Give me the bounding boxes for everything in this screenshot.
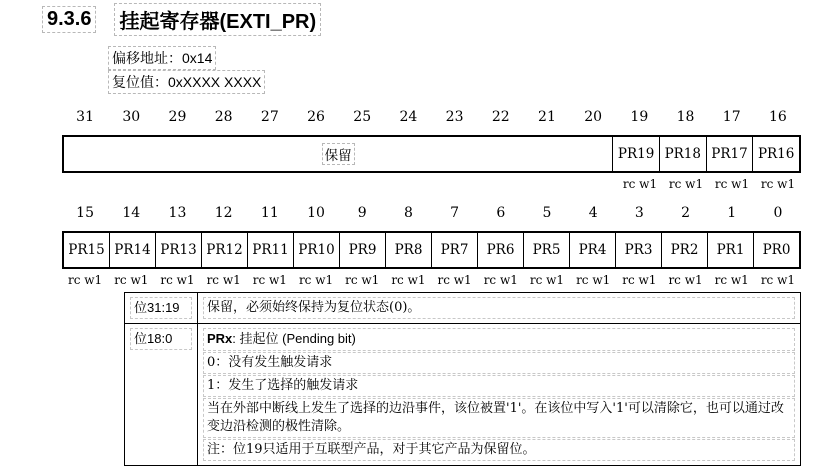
access-type-text: rc w1 [298, 273, 334, 287]
reserved-label: 保留 [322, 143, 355, 165]
desc-row-pr [125, 324, 801, 466]
desc-bits: 位18:0 [130, 328, 192, 350]
bit-field [431, 233, 477, 267]
bit-number [478, 203, 524, 223]
access-type-text: rc w1 [252, 273, 287, 287]
bit-field [385, 233, 431, 267]
access-type-text: rc w1 [437, 273, 472, 287]
upper-access [617, 176, 801, 192]
bit-field [155, 233, 201, 267]
bit-number [293, 203, 339, 223]
access-type-text: rc w1 [391, 273, 426, 287]
bit-number-text: 11 [260, 205, 279, 221]
bit-field-text: PR9 [348, 242, 377, 258]
bit-number-text: 20 [584, 109, 603, 125]
bit-number [385, 203, 431, 223]
bit-number [201, 203, 247, 223]
bit-number [709, 203, 755, 223]
access-type-text: rc w1 [714, 177, 750, 191]
desc-title-bold: PRx [207, 331, 233, 346]
access-type-text: rc w1 [206, 273, 241, 287]
access-type [247, 272, 293, 288]
bit-field-text: PR10 [298, 242, 335, 258]
bit-number-text: 8 [403, 205, 413, 221]
desc-bits: 位31:19 [130, 297, 192, 319]
bit-number-text: 13 [168, 205, 187, 221]
bit-number [154, 203, 200, 223]
bit-number [108, 203, 154, 223]
access-type-text: rc w1 [622, 177, 658, 191]
bit-field-text: PR18 [664, 146, 701, 162]
bit-number [108, 107, 154, 127]
bit-field-text: PR0 [762, 242, 791, 258]
bit-field [753, 233, 799, 267]
desc-bits-cell [125, 293, 198, 324]
bit-field [201, 233, 247, 267]
bit-number [201, 107, 247, 127]
access-type [154, 272, 200, 288]
access-type-text: rc w1 [529, 273, 565, 287]
bit-number-text: 0 [773, 205, 783, 221]
bit-number-text: 10 [307, 205, 325, 221]
bit-field-text: PR14 [114, 242, 151, 258]
access-type-text: rc w1 [68, 273, 103, 287]
bit-number-text: 19 [630, 109, 649, 125]
access-type [570, 272, 616, 288]
bit-field-text: PR3 [624, 242, 653, 258]
bit-number-text: 27 [260, 109, 279, 125]
desc-title-rest: : 挂起位 (Pending bit) [232, 331, 356, 346]
bit-field [247, 233, 293, 267]
access-type [617, 176, 663, 192]
desc-text-cell [198, 293, 801, 324]
access-type-text: rc w1 [714, 273, 749, 287]
bit-number [709, 107, 755, 127]
access-type-text: rc w1 [483, 273, 518, 287]
access-type-text: rc w1 [668, 273, 703, 287]
bit-number [247, 107, 293, 127]
access-type [709, 176, 755, 192]
bit-number [616, 107, 662, 127]
access-type-text: rc w1 [345, 273, 380, 287]
bit-field [615, 233, 661, 267]
bit-number-text: 29 [168, 109, 187, 125]
access-type [755, 272, 801, 288]
reset-label: 复位值： [112, 75, 168, 91]
section-heading [42, 5, 321, 33]
bit-number [570, 203, 616, 223]
bit-field [612, 137, 659, 171]
bit-number-text: 30 [122, 109, 141, 125]
bit-number [339, 203, 385, 223]
bit-field-text: PR6 [486, 242, 515, 258]
access-type-text: rc w1 [576, 273, 611, 287]
desc-paragraph: 当在外部中断线上发生了选择的边沿事件，该位被置'1'。在该位中写入'1'可以清除它，也可以通过改变边沿检测的极性清除。 [203, 398, 795, 438]
bit-number [662, 107, 708, 127]
bit-field-text: PR11 [252, 242, 289, 258]
bit-number-text: 21 [538, 109, 556, 125]
bit-field-text: PR12 [206, 242, 243, 258]
access-type [108, 272, 154, 288]
access-type-text: rc w1 [668, 177, 704, 191]
offset-label: 偏移地址： [112, 51, 182, 67]
offset-address [108, 46, 216, 70]
bit-number-text: 12 [214, 205, 233, 221]
bit-number-text: 31 [76, 109, 94, 125]
bit-description-table [124, 292, 801, 466]
bit-field-text: PR15 [68, 242, 105, 258]
bit-number [478, 107, 524, 127]
access-type [662, 272, 708, 288]
bit-field [477, 233, 523, 267]
bit-number-text: 18 [676, 109, 695, 125]
bit-number-text: 4 [588, 205, 598, 221]
desc-line-0: 0：没有发生触发请求 [203, 352, 795, 374]
access-type [62, 272, 108, 288]
bit-field-text: PR17 [711, 146, 748, 162]
bit-number [662, 203, 708, 223]
bit-field [109, 233, 155, 267]
desc-row-reserved [125, 293, 801, 324]
bit-number [385, 107, 431, 127]
access-type [616, 272, 662, 288]
bit-number [293, 107, 339, 127]
bit-number-text: 2 [681, 205, 690, 221]
bit-number-text: 24 [399, 109, 418, 125]
desc-text-cell [198, 324, 801, 466]
bit-number-text: 22 [491, 109, 510, 125]
bit-number-text: 17 [722, 109, 741, 125]
lower-bit-numbers [62, 203, 801, 223]
bit-number-text: 15 [76, 205, 94, 221]
bit-field-text: PR4 [578, 242, 607, 258]
bit-number [755, 107, 801, 127]
access-type [385, 272, 431, 288]
lower-access [62, 272, 801, 288]
bit-number [524, 107, 570, 127]
bit-number [570, 107, 616, 127]
access-type-text: rc w1 [622, 273, 657, 287]
bit-number-text: 16 [768, 109, 787, 125]
offset-value: 0x14 [182, 50, 213, 66]
upper-register-row [62, 135, 801, 173]
bit-field-text: PR7 [440, 242, 469, 258]
lower-register-row [62, 231, 801, 269]
bit-field-text: PR2 [670, 242, 699, 258]
bit-number-text: 9 [357, 205, 367, 221]
bit-field [339, 233, 385, 267]
access-type [293, 272, 339, 288]
access-type-text: rc w1 [114, 273, 149, 287]
bit-number [524, 203, 570, 223]
access-type [339, 272, 385, 288]
bit-number [247, 203, 293, 223]
reset-value-text: 0xXXXX XXXX [168, 74, 262, 90]
bit-field-text: PR1 [716, 242, 745, 258]
bit-field-text: PR13 [160, 242, 197, 258]
access-type [432, 272, 478, 288]
bit-number [432, 203, 478, 223]
access-type-text: rc w1 [160, 273, 195, 287]
reserved-field [64, 137, 612, 171]
bit-number [432, 107, 478, 127]
access-type [755, 176, 801, 192]
bit-number-text: 14 [122, 205, 141, 221]
reset-value [108, 70, 265, 94]
bit-number-text: 26 [307, 109, 325, 125]
bit-number [154, 107, 200, 127]
desc-bits-cell [125, 324, 198, 466]
bit-field [706, 137, 753, 171]
bit-field [659, 137, 706, 171]
bit-number [339, 107, 385, 127]
bit-number-text: 7 [450, 205, 460, 221]
access-type-text: rc w1 [760, 177, 796, 191]
bit-number-text: 1 [727, 205, 737, 221]
bit-number-text: 5 [542, 205, 552, 221]
access-type-text: rc w1 [760, 273, 795, 287]
bit-field [707, 233, 753, 267]
bit-number-text: 25 [353, 109, 372, 125]
bit-number-text: 23 [445, 109, 464, 125]
bit-number [62, 203, 108, 223]
bit-field-text: PR8 [394, 242, 423, 258]
bit-number-text: 6 [496, 205, 506, 221]
bit-field [523, 233, 569, 267]
bit-field-text: PR19 [617, 146, 655, 162]
bit-number [755, 203, 801, 223]
upper-bit-numbers [62, 107, 801, 127]
bit-field [64, 233, 109, 267]
bit-field-text: PR5 [532, 242, 561, 258]
bit-number [62, 107, 108, 127]
desc-note: 注：位19只适用于互联型产品，对于其它产品为保留位。 [203, 439, 795, 461]
access-type [524, 272, 570, 288]
desc-line-1: 1：发生了选择的触发请求 [203, 375, 795, 397]
access-type [478, 272, 524, 288]
section-number: 9.3.6 [42, 6, 96, 33]
bit-field [293, 233, 339, 267]
bit-field [752, 137, 799, 171]
bit-number-text: 3 [634, 205, 644, 221]
section-title: 挂起寄存器(EXTI_PR) [114, 3, 321, 36]
bit-number [616, 203, 662, 223]
bit-number-text: 28 [214, 109, 233, 125]
desc-title [203, 328, 795, 351]
access-type [709, 272, 755, 288]
access-type [663, 176, 709, 192]
bit-field [661, 233, 707, 267]
bit-field [569, 233, 615, 267]
access-type [201, 272, 247, 288]
desc-text: 保留，必须始终保持为复位状态(0)。 [203, 297, 795, 319]
bit-field-text: PR16 [757, 146, 795, 162]
